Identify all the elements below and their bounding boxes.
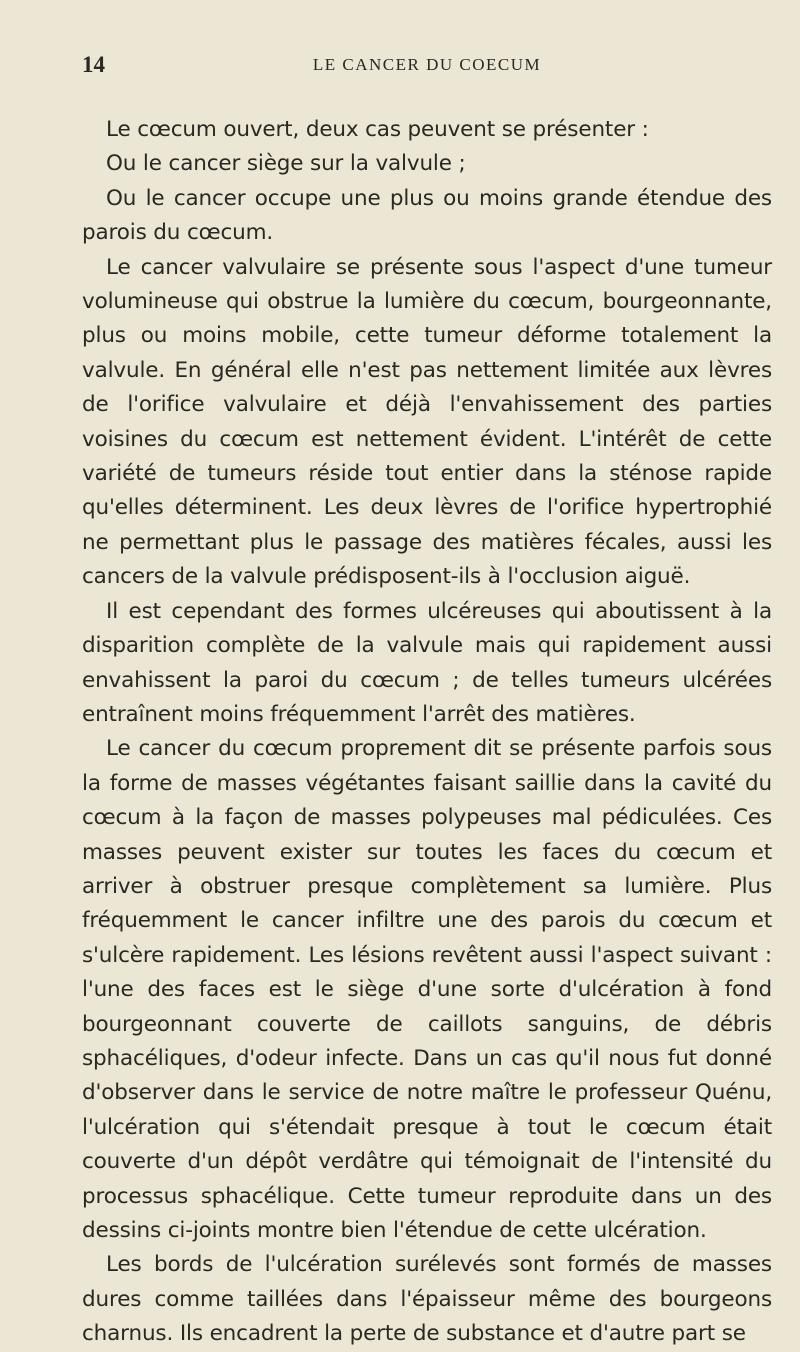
paragraph: Le cancer valvulaire se présente sous l'aspect d'une tumeur volumineuse qui obstrue la lumière du cœcum, bourgeonnante, plus ou moins mobile, cette tumeur déforme totalement la valvule. En général elle n'est pas nettement limitée aux lèvres de l'orifice valvulaire et déjà l'envahissement des parties voisines du cœcum est nettement évident. L'intérêt de cette variété de tumeurs réside tout entier dans la sténose rapide qu'elles déterminent. Les deux lèvres de l'orifice hypertrophié ne permettant plus le passage des matières fécales, aussi les cancers de la valvule prédisposent-ils à l'occlusion aiguë. <box>82 254 772 590</box>
running-title: LE CANCER DU COECUM <box>312 55 542 74</box>
paragraph: Il est cependant des formes ulcéreuses qui aboutissent à la disparition complète de la valvule mais qui rapidement aussi envahissent la paroi du cœcum ; de telles tumeurs ulcérées entraînent moins fréquemment l'arrêt des matières. <box>82 598 772 727</box>
paragraph: Ou le cancer occupe une plus ou moins grande étendue des parois du cœcum. <box>82 185 772 246</box>
page-number: 14 <box>82 52 105 77</box>
page-header <box>82 52 772 82</box>
body-text <box>82 113 772 1352</box>
paragraph: Ou le cancer siège sur la valvule ; <box>106 151 466 177</box>
paragraph: Les bords de l'ulcération surélevés sont formés de masses dures comme taillées dans l'épaisseur même des bourgeons charnus. Ils encadrent la perte de substance et d'autre part se <box>82 1252 772 1347</box>
paragraph: Le cœcum ouvert, deux cas peuvent se présenter : <box>106 117 649 142</box>
paragraph: Le cancer du cœcum proprement dit se présente parfois sous la forme de masses végétantes faisant saillie dans la cavité du cœcum à la façon de masses polypeuses mal pédiculées. Ces masses peuvent exister sur toutes les faces du cœcum et arriver à obstruer presque complètement sa lumière. Plus fréquemment le cancer infiltre une des parois du cœcum et s'ulcère rapidement. Les lésions revêtent aussi l'aspect suivant : l'une des faces est le siège d'une sorte d'ulcération à fond bourgeonnant couverte de caillots sanguins, de débris sphacéliques, d'odeur infecte. Dans un cas qu'il nous fut donné d'observer dans le service de notre maître le professeur Quénu, l'ulcération qui s'étendait presque à tout le cœcum était couverte d'un dépôt verdâtre qui témoignait de l'intensité du processus sphacélique. Cette tumeur reproduite dans un des dessins ci-joints montre bien l'étendue de cette ulcération. <box>82 736 772 1243</box>
